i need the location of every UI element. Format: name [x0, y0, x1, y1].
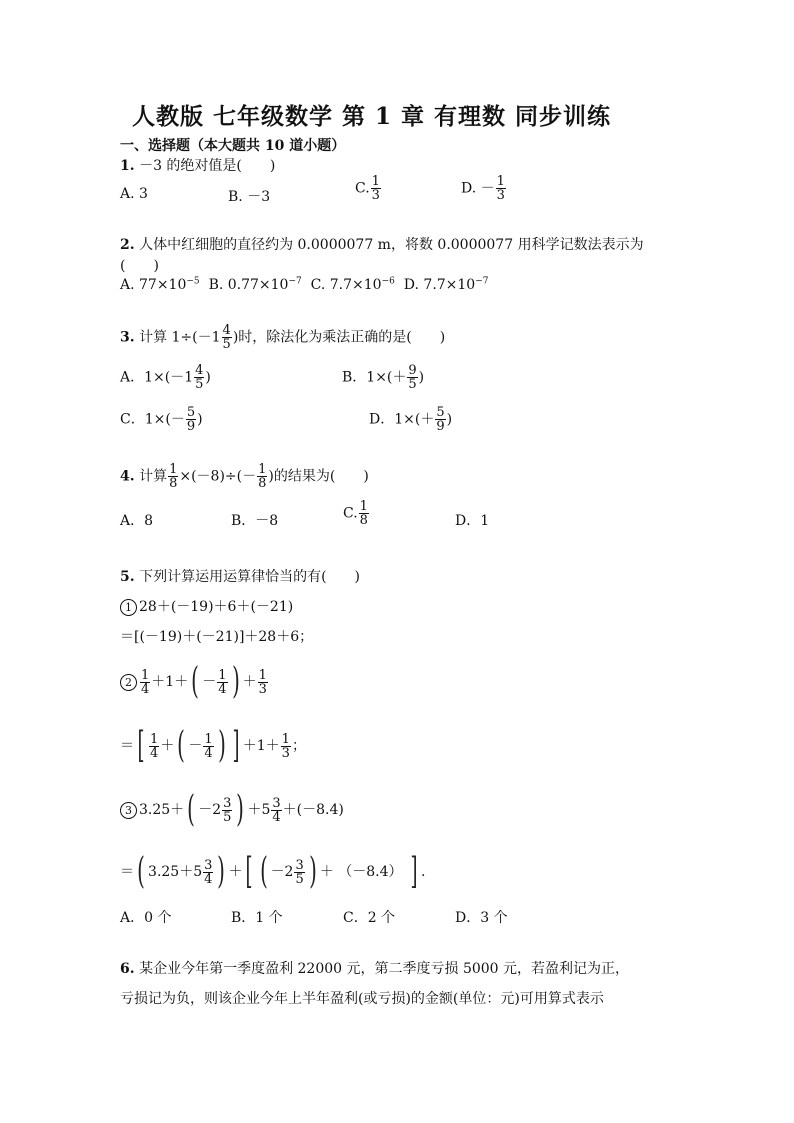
q4-option-b: B．－8	[231, 513, 279, 529]
denominator: 3	[371, 188, 380, 203]
q2-option-a: A. $77\times 10^{-5}$	[120, 276, 200, 293]
option-label: C.	[355, 180, 370, 197]
fraction: $\frac{5}{9}$	[186, 405, 196, 434]
question-number: 1.	[120, 158, 135, 174]
question-number: 6.	[120, 961, 135, 977]
q3-option-d: D．1×(＋ $\frac{5}{9}$ )	[369, 405, 453, 434]
question-4: 4. 计算 $\frac{1}{8}$ ×(－8)÷(－ $\frac{1}{8}$ )的结果为( )	[120, 462, 369, 491]
q1-option-b: B. －3	[228, 189, 271, 205]
question-5	[120, 566, 360, 586]
q2-options	[120, 276, 489, 293]
q2-option-b: B. $0.77\times 10^{-7}$	[208, 276, 302, 293]
fraction: $\frac{5}{9}$	[436, 405, 445, 434]
section-heading: 一、选择题（本大题共 10 道小题）	[120, 138, 346, 154]
q5-line-5: 3 3.25＋( －2 $\frac{3}{5}$ ) ＋5 $\frac{3}{4}$ ＋(－8.4)	[120, 792, 344, 828]
question-text: 人体中红细胞的直径约为 0.0000077 m，将数 0.0000077 用科学记数法表示为	[139, 237, 644, 253]
q5-line-3: 2 $\frac{1}{4}$ ＋1＋( － $\frac{1}{4}$ ) ＋ $\frac{1}{3}$	[120, 664, 269, 700]
question-text: 某企业今年第一季度盈利 22000 元，第二季度亏损 5000 元，若盈利记为正，	[139, 961, 630, 977]
q5-option-a: A．0 个	[120, 910, 172, 926]
q3-option-a: A．1×(－1 $\frac{4}{5}$ )	[120, 363, 211, 392]
q5-line-1: 1 28＋(－19)＋6＋(－21)	[120, 596, 293, 616]
question-number: 4.	[120, 468, 135, 485]
numerator: 1	[496, 174, 505, 189]
q4-option-c: C. $\frac{1}{8}$	[343, 499, 368, 528]
q5-line-2: ＝[(－19)＋(－21)]＋28＋6；	[120, 629, 314, 645]
question-text: 下列计算运用运算律恰当的有( )	[139, 569, 361, 585]
q4-option-a: A．8	[120, 513, 154, 529]
q1-option-a: A. 3	[120, 186, 148, 202]
circled-number: 1	[120, 599, 137, 616]
page-title: 人教版 七年级数学 第 1 章 有理数 同步训练	[132, 103, 612, 130]
question-number: 5.	[120, 569, 135, 585]
q5-option-b: B．1 个	[231, 910, 283, 926]
numerator: 1	[371, 174, 380, 189]
question-number: 3.	[120, 329, 135, 346]
fraction	[371, 175, 381, 202]
question-text: －3 的绝对值是( )	[139, 158, 276, 174]
denominator: 3	[496, 188, 505, 203]
question-6-line-2: 亏损记为负，则该企业今年上半年盈利(或亏损)的金额(单位：元)可用算式表示	[120, 991, 604, 1007]
circled-number: 3	[120, 802, 137, 819]
question-text-tail: )时，除法化为乘法正确的是( )	[232, 329, 446, 346]
q5-option-d: D．3 个	[455, 910, 508, 926]
fraction	[496, 175, 506, 202]
q3-option-c: C．1×(－ $\frac{5}{9}$ )	[120, 405, 203, 434]
question-text: 计算 1÷(－1	[139, 329, 221, 346]
answer-paren: ( )	[120, 258, 159, 274]
question-1	[120, 155, 275, 175]
circled-number: 2	[120, 674, 137, 691]
fraction: $\frac{1}{8}$	[359, 499, 368, 528]
fraction: $\frac{1}{8}$	[258, 462, 267, 491]
option-label: D. －	[461, 180, 495, 197]
q5-line-6: ＝( 3.25＋5 $\frac{3}{4}$ ) ＋[ ( －2 $\frac{3}{5}$ ) ＋ （－8.4） ] .	[120, 851, 426, 892]
q4-option-d: D．1	[455, 513, 490, 529]
q2-option-d: D. $7.7\times 10^{-7}$	[403, 276, 489, 293]
fraction: $\frac{4}{5}$	[222, 323, 231, 352]
question-number: 2.	[120, 237, 135, 253]
question-3	[120, 324, 445, 351]
fraction: $\frac{4}{5}$	[195, 363, 204, 392]
fraction: $\frac{1}{8}$	[169, 462, 178, 491]
q1-option-c	[355, 175, 382, 202]
q2-option-c: C. $7.7\times 10^{-6}$	[310, 276, 395, 293]
q1-option-d	[461, 175, 507, 202]
q3-option-b: B．1×(＋ $\frac{9}{5}$ )	[342, 363, 425, 392]
fraction: $\frac{9}{5}$	[408, 363, 417, 392]
q5-line-4: ＝[ $\frac{1}{4}$ ＋( － $\frac{1}{4}$ ) ] ＋1＋ $\frac{1}{3}$ ；	[120, 725, 306, 766]
question-6	[120, 958, 629, 978]
q5-option-c: C．2 个	[343, 910, 396, 926]
question-2	[120, 234, 644, 254]
